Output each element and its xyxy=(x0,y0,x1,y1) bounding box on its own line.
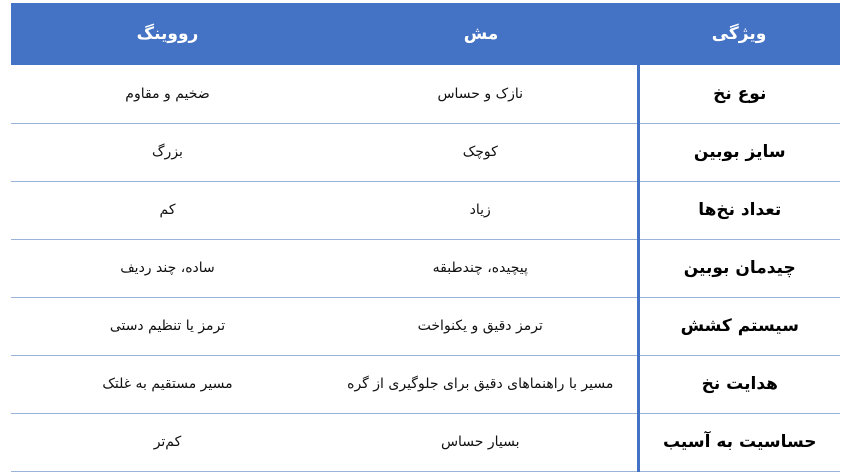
roving-cell: کم xyxy=(11,181,324,239)
roving-cell: ساده، چند ردیف xyxy=(11,239,324,297)
mesh-cell: پیچیده، چندطبقه xyxy=(324,239,638,297)
feature-cell: نوع نخ xyxy=(638,65,840,123)
header-roving: رووینگ xyxy=(11,3,324,65)
comparison-table-container xyxy=(11,3,834,472)
header-row xyxy=(11,3,840,65)
mesh-cell: نازک و حساس xyxy=(324,65,638,123)
table-row xyxy=(11,123,840,181)
roving-cell: مسیر مستقیم به غلتک xyxy=(11,355,324,413)
feature-cell: تعداد نخ‌ها xyxy=(638,181,840,239)
table-row xyxy=(11,355,840,413)
table-header xyxy=(11,3,840,65)
feature-cell: حساسیت به آسیب xyxy=(638,413,840,471)
comparison-table xyxy=(11,3,840,472)
table-row xyxy=(11,413,840,471)
table-row xyxy=(11,65,840,123)
table-row xyxy=(11,239,840,297)
roving-cell: ضخیم و مقاوم xyxy=(11,65,324,123)
mesh-cell: ترمز دقیق و یکنواخت xyxy=(324,297,638,355)
feature-cell: هدایت نخ xyxy=(638,355,840,413)
header-mesh: مش xyxy=(324,3,638,65)
header-feature: ویژگی xyxy=(638,3,840,65)
table-row xyxy=(11,181,840,239)
mesh-cell: بسیار حساس xyxy=(324,413,638,471)
roving-cell: ترمز یا تنظیم دستی xyxy=(11,297,324,355)
feature-cell: سیستم کشش xyxy=(638,297,840,355)
feature-cell: چیدمان بوبین xyxy=(638,239,840,297)
table-row xyxy=(11,297,840,355)
mesh-cell: مسیر با راهنماهای دقیق برای جلوگیری از گره xyxy=(324,355,638,413)
mesh-cell: کوچک xyxy=(324,123,638,181)
table-body xyxy=(11,65,840,472)
roving-cell: کم‌تر xyxy=(11,413,324,471)
feature-cell: سایز بوبین xyxy=(638,123,840,181)
mesh-cell: زیاد xyxy=(324,181,638,239)
roving-cell: بزرگ xyxy=(11,123,324,181)
